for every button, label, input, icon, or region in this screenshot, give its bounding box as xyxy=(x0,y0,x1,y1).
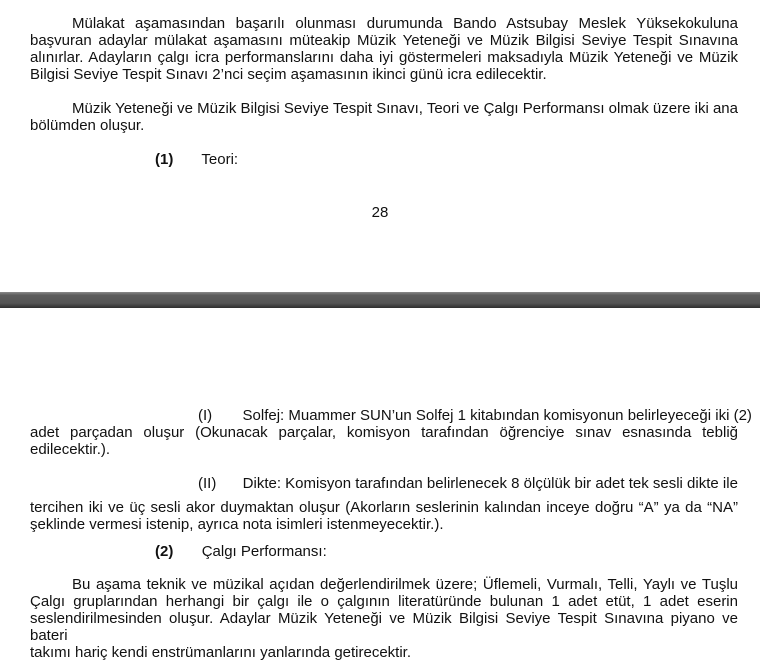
page-number: 28 xyxy=(371,204,389,221)
paragraph-exam-parts xyxy=(30,100,738,134)
document-page-top xyxy=(0,0,760,292)
section-heading-theory xyxy=(155,151,238,168)
paragraph-line: tercihen iki ve üç sesli akor duymaktan oluşur (Akorların seslerinin kalından inceye doğru “A” ya da “NA” xyxy=(30,499,738,516)
paragraph-line: Mülakat aşamasından başarılı olunması durumunda Bando Astsubay Meslek Yüksekokuluna xyxy=(72,15,738,32)
item-text: Dikte: Komisyon tarafından belirlenecek 8 ölçülük bir adet tek sesli dikte ile xyxy=(242,475,738,492)
paragraph-line: alınırlar. Adayların çalgı icra performanslarını daha iyi göstermeleri maksadıyla Müzik Yeteneği ve Müzik xyxy=(30,49,738,66)
document-page-bottom xyxy=(0,308,760,661)
item-first-line xyxy=(30,475,738,492)
paragraph-line: başvuran adaylar mülakat aşamasını müteakip Müzik Yeteneği ve Müzik Bilgisi Seviye Tespit Sınavına xyxy=(30,32,738,49)
paragraph-line: takımı hariç kendi enstrümanlarını yanlarında getirecektir. xyxy=(30,644,412,661)
paragraph-line: şeklinde vermesi istenip, ayrıca nota isimleri istenmeyecektir.). xyxy=(30,516,444,533)
paragraph-line: edilecektir.). xyxy=(30,441,111,458)
page-separator xyxy=(0,292,760,308)
section-number: (1) xyxy=(155,151,174,168)
paragraph-line: Müzik Yeteneği ve Müzik Bilgisi Seviye Tespit Sınavı, Teori ve Çalgı Performansı olmak üzere iki ana xyxy=(72,100,738,117)
paragraph-line: adet parçadan oluşur (Okunacak parçalar, komisyon tarafından öğrenciye sınav esnasında tebliğ xyxy=(30,424,738,441)
paragraph-interview-stage xyxy=(30,15,738,83)
item-dictation xyxy=(30,475,738,533)
item-text: Solfej: Muammer SUN’un Solfej 1 kitabından komisyonun belirleyeceği iki (2) xyxy=(242,407,752,424)
item-solfege xyxy=(30,407,752,458)
section-number: (2) xyxy=(155,543,174,560)
paragraph-line: Bilgisi Seviye Tespit Sınavı 2’nci seçim aşamasının ikinci günü icra edilecektir. xyxy=(30,66,547,83)
paragraph-line: Bu aşama teknik ve müzikal açıdan değerlendirilmek üzere; Üflemeli, Vurmalı, Telli, Yaylı ve Tuşlu xyxy=(72,576,738,593)
section-heading-instrument-performance xyxy=(155,543,327,560)
section-title: Teori: xyxy=(201,151,239,168)
item-number: (II) xyxy=(198,475,217,492)
paragraph-line: seslendirilmesinden oluşur. Adaylar Müzik Yeteneği ve Müzik Bilgisi Seviye Tespit Sınavına piyano ve bateri xyxy=(30,610,738,644)
section-title: Çalgı Performansı: xyxy=(201,543,327,560)
item-number: (I) xyxy=(198,407,213,424)
paragraph-line: bölümden oluşur. xyxy=(30,117,145,134)
item-first-line xyxy=(30,407,752,424)
paragraph-line: Çalgı gruplarından herhangi bir çalgı ile o çalgının literatüründe bulunan 1 adet etüt, 1 adet eserin xyxy=(30,593,738,610)
paragraph-instrument-stage xyxy=(30,576,738,661)
